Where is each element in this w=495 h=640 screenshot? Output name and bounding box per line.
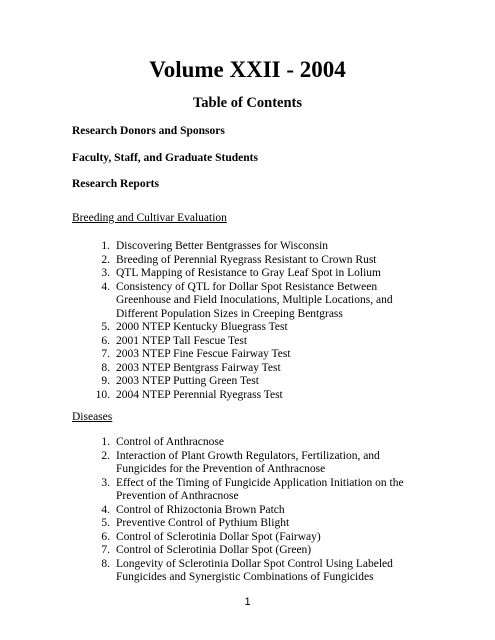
toc-entry-faculty[interactable]: Faculty, Staff, and Graduate Students (72, 152, 258, 164)
item-title: 2000 NTEP Kentucky Bluegrass Test (116, 321, 288, 333)
toc-list-item[interactable] (0, 321, 416, 335)
item-title: Control of Rhizoctonia Brown Patch (116, 503, 285, 516)
item-number: 5. (101, 517, 110, 529)
toc-list-item[interactable] (0, 544, 416, 558)
toc-list-item[interactable] (0, 558, 416, 585)
item-title: Breeding of Perennial Ryegrass Resistant to Crown Rust (116, 253, 377, 266)
item-number: 3. (101, 267, 110, 279)
item-title: Control of Sclerotinia Dollar Spot (Green) (116, 544, 312, 556)
item-number: 3. (101, 476, 110, 489)
item-number: 1. (101, 240, 110, 252)
toc-list-item[interactable] (0, 240, 416, 254)
item-number: 6. (101, 334, 110, 347)
item-number: 7. (101, 348, 110, 360)
section-heading-breeding[interactable]: Breeding and Cultivar Evaluation (72, 212, 227, 224)
toc-entry-donors[interactable]: Research Donors and Sponsors (72, 125, 225, 137)
toc-list-item[interactable] (0, 477, 416, 504)
toc-list-item[interactable] (0, 375, 416, 389)
item-number: 5. (101, 321, 110, 333)
item-number: 8. (101, 361, 110, 374)
breeding-list (0, 240, 416, 402)
toc-list-item[interactable] (0, 254, 416, 268)
item-title: 2003 NTEP Bentgrass Fairway Test (116, 361, 281, 374)
toc-list-item[interactable] (0, 531, 416, 545)
item-number: 9. (101, 375, 110, 387)
item-number: 4. (101, 280, 110, 293)
item-title: Interaction of Plant Growth Regulators, Fertilization, and Fungicides for the Prevention of Anthracnose (116, 449, 380, 475)
item-number: 10. (95, 388, 110, 401)
item-title: 2004 NTEP Perennial Ryegrass Test (116, 388, 283, 401)
toc-list-item[interactable] (0, 335, 416, 349)
item-title: Control of Anthracnose (116, 436, 224, 448)
toc-list-item[interactable] (0, 281, 416, 322)
item-title: 2003 NTEP Fine Fescue Fairway Test (116, 348, 291, 360)
toc-list-item[interactable] (0, 450, 416, 477)
item-number: 4. (101, 503, 110, 516)
item-title: Consistency of QTL for Dollar Spot Resistance Between Greenhouse and Field Inoculations, Multiple Locations, and Different Population Sizes in Creeping Bentgrass (116, 280, 393, 320)
item-title: QTL Mapping of Resistance to Gray Leaf Spot in Lolium (116, 267, 381, 279)
item-title: 2001 NTEP Tall Fescue Test (116, 334, 248, 347)
toc-list-item[interactable] (0, 389, 416, 403)
item-number: 7. (101, 544, 110, 556)
item-title: 2003 NTEP Putting Green Test (116, 375, 259, 387)
diseases-list (0, 436, 416, 585)
toc-list-item[interactable] (0, 267, 416, 281)
item-title: Longevity of Sclerotinia Dollar Spot Control Using Labeled Fungicides and Synergistic Combinations of Fungicides (116, 557, 393, 583)
volume-title: Volume XXII - 2004 (149, 57, 346, 82)
item-number: 1. (101, 436, 110, 448)
toc-list-item[interactable] (0, 348, 416, 362)
toc-list-item[interactable] (0, 362, 416, 376)
page-number: 1 (244, 596, 251, 608)
section-heading-diseases[interactable]: Diseases (72, 411, 113, 423)
toc-list-item[interactable] (0, 436, 416, 450)
item-number: 6. (101, 530, 110, 543)
item-title: Control of Sclerotinia Dollar Spot (Fairway) (116, 530, 321, 543)
toc-entry-research-reports[interactable]: Research Reports (72, 178, 159, 190)
item-number: 2. (101, 253, 110, 266)
item-title: Preventive Control of Pythium Blight (116, 517, 290, 529)
item-number: 8. (101, 557, 110, 570)
toc-list-item[interactable] (0, 504, 416, 518)
toc-heading: Table of Contents (192, 95, 303, 111)
item-title: Effect of the Timing of Fungicide Application Initiation on the Prevention of Anthracnose (116, 476, 404, 502)
toc-list-item[interactable] (0, 517, 416, 531)
item-number: 2. (101, 449, 110, 462)
item-title: Discovering Better Bentgrasses for Wisconsin (116, 240, 329, 252)
